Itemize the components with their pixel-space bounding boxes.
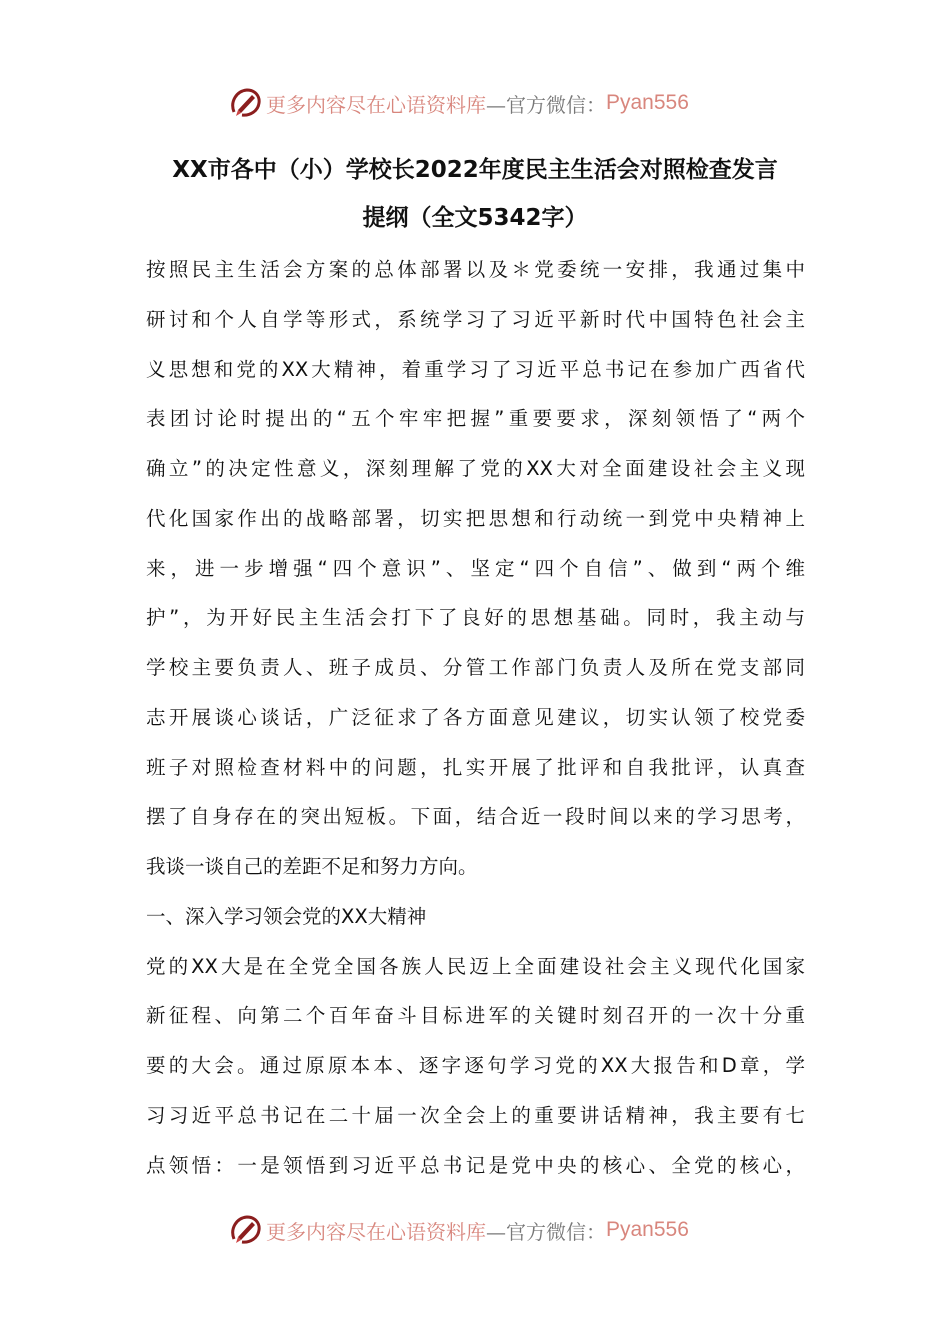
body-text-line: 按照民主生活会方案的总体部署以及＊党委统一安排，我通过集中: [146, 258, 805, 281]
body-text-line: 习习近平总书记在二十届一次全会上的重要讲话精神，我主要有七: [146, 1103, 805, 1127]
body-text-line: 护”，为开好民主生活会打下了良好的思想基础。同时，我主动与: [146, 606, 805, 630]
body-text-line: 学校主要负责人、班子成员、分管工作部门负责人及所在党支部同: [146, 656, 805, 679]
body-text-line: 志开展谈心谈话，广泛征求了各方面意见建议，切实认领了校党委: [146, 705, 805, 729]
body-text-line: 确立”的决定性意义，深刻理解了党的XX大对全面建设社会主义现: [146, 457, 805, 480]
watermark-site-text: 更多内容尽在心语资料库: [266, 1219, 486, 1244]
body-text-line: 义思想和党的XX大精神，着重学习了习近平总书记在参加广西省代: [146, 357, 805, 381]
watermark-separator: —官方微信：: [486, 1219, 606, 1244]
watermark-wechat-id: Pyan556: [606, 91, 689, 114]
watermark-header: [228, 83, 718, 123]
section-heading: 一、深入学习领会党的XX大精神: [146, 904, 427, 928]
watermark-separator: —官方微信：: [486, 92, 606, 117]
pen-logo-icon: [228, 86, 262, 120]
body-text-line: 摆了自身存在的突出短板。下面，结合近一段时间以来的学习思考，: [146, 805, 805, 829]
body-text-line: 表团讨论时提出的“五个牢牢把握”重要要求，深刻领悟了“两个: [146, 407, 805, 431]
pen-logo-icon: [228, 1213, 262, 1247]
body-text-line: 新征程、向第二个百年奋斗目标进军的关键时刻召开的一次十分重: [146, 1004, 805, 1028]
body-text-line: 点领悟：一是领悟到习近平总书记是党中央的核心、全党的核心，: [146, 1153, 805, 1177]
watermark-footer: [228, 1210, 718, 1250]
watermark-wechat-id: Pyan556: [606, 1218, 689, 1241]
body-text-line: 研讨和个人自学等形式，系统学习了习近平新时代中国特色社会主: [146, 307, 805, 331]
document-title-line-1: XX市各中（小）学校长2022年度民主生活会对照检查发言: [172, 157, 778, 183]
body-text-line: 班子对照检查材料中的问题，扎实开展了批评和自我批评，认真查: [146, 755, 805, 779]
body-text-line: 我谈一谈自己的差距不足和努力方向。: [146, 855, 478, 878]
watermark-site-text: 更多内容尽在心语资料库: [266, 92, 486, 117]
body-text-line: 来，进一步增强“四个意识”、坚定“四个自信”、做到“两个维: [146, 556, 805, 580]
body-text-line: 要的大会。通过原原本本、逐字逐句学习党的XX大报告和D章，学: [146, 1054, 805, 1077]
body-text-line: 代化国家作出的战略部署，切实把思想和行动统一到党中央精神上: [146, 506, 805, 530]
document-title-line-2: 提纲（全文5342字）: [362, 205, 588, 231]
body-text-line: 党的XX大是在全党全国各族人民迈上全面建设社会主义现代化国家: [146, 954, 805, 978]
